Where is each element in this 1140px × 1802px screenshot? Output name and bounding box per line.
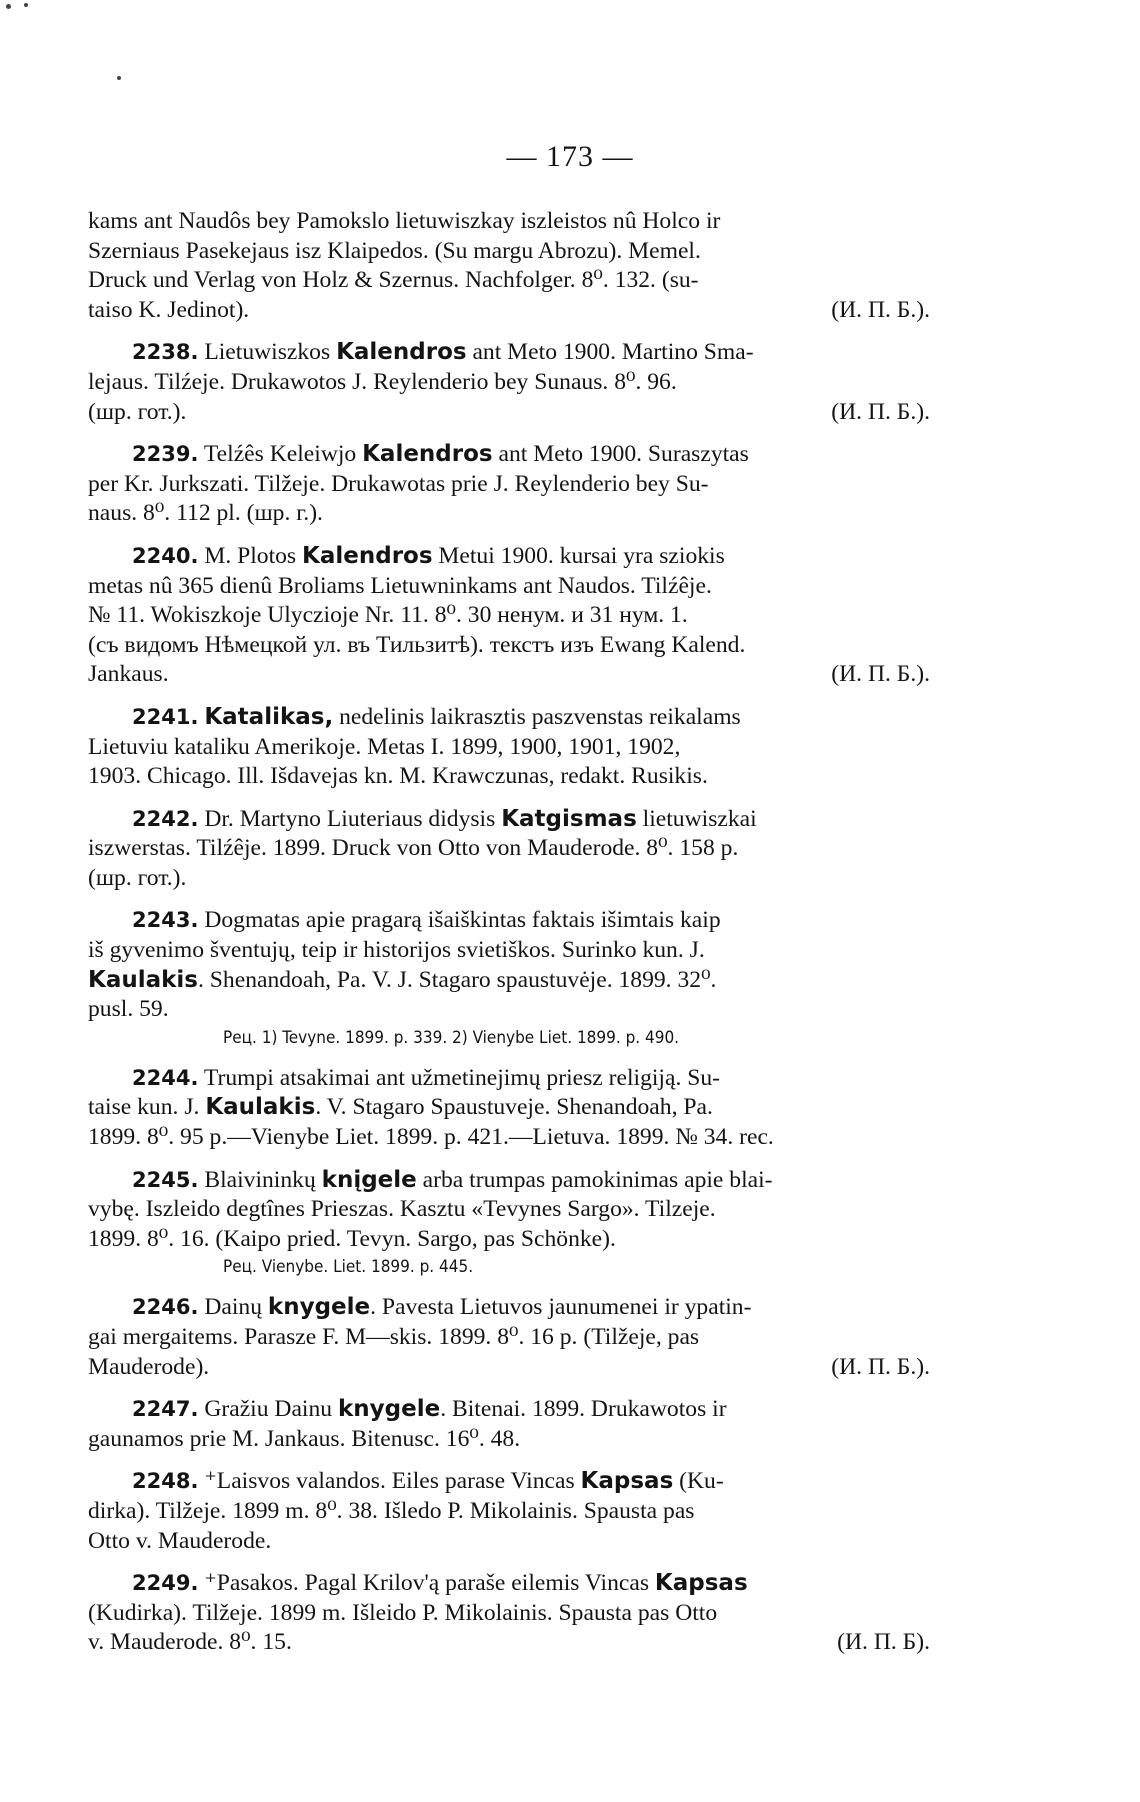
entry-line: 1903. Chicago. Ill. Išdavejas kn. M. Krawczunas, redakt. Rusikis. bbox=[88, 763, 708, 790]
entry-text: taiso K. Jedinot). bbox=[88, 296, 250, 323]
bibliography-entry bbox=[88, 338, 930, 427]
entry-first-line bbox=[88, 338, 930, 368]
entry-line: pusl. 59. bbox=[88, 996, 169, 1023]
bibliography-entry bbox=[88, 542, 930, 690]
entry-keyword: Katgismas bbox=[501, 805, 637, 832]
entry-line bbox=[88, 1353, 930, 1383]
entry-keyword: knįgele bbox=[321, 1166, 417, 1193]
entry-line: vybę. Iszleido degtînes Prieszas. Kasztu «Tevynes Sargo». Tilzeje. bbox=[88, 1196, 716, 1223]
entry-text: Blaivininkų bbox=[198, 1166, 322, 1193]
entry-text: (шр. гот.). bbox=[88, 398, 187, 425]
entry-line: 1899. 8⁰. 95 p.—Vienybe Liet. 1899. p. 421.—Lietuva. 1899. № 34. rec. bbox=[88, 1124, 774, 1151]
library-siglum: (И. П. Б). bbox=[837, 1629, 930, 1656]
entry-first-line bbox=[88, 906, 930, 936]
library-siglum: (И. П. Б.). bbox=[831, 296, 930, 323]
entry-line: Otto v. Mauderode. bbox=[88, 1527, 272, 1554]
bibliography-entry bbox=[88, 1293, 930, 1382]
page-number: — 173 — bbox=[506, 140, 634, 173]
scan-speck bbox=[6, 4, 11, 9]
bibliography-entry bbox=[88, 703, 930, 792]
entry-first-line bbox=[88, 1166, 930, 1196]
bibliography-entries bbox=[88, 207, 930, 1671]
entry-keyword: Kalendros bbox=[336, 339, 467, 366]
entry-line: gai mergaitems. Parasze F. M—skis. 1899. 8⁰. 16 p. (Tilžeje, pas bbox=[88, 1324, 700, 1350]
entry-line: naus. 8⁰. 112 pl. (шр. г.). bbox=[88, 500, 323, 527]
entry-keyword: Kalendros bbox=[362, 441, 493, 468]
entry-text: Dainų bbox=[198, 1294, 268, 1321]
entry-first-line bbox=[88, 1395, 930, 1425]
entry-keyword: Kapsas bbox=[654, 1570, 748, 1597]
entry-text: Dogmatas apie pragarą išaiškintas faktais išimtais kaip bbox=[198, 907, 721, 934]
entry-line: per Kr. Jurkszati. Tilžeje. Drukawotas prie J. Reylenderio bey Su- bbox=[88, 470, 709, 497]
entry-line bbox=[88, 1628, 930, 1658]
entry-line bbox=[88, 296, 930, 326]
entry-number: 2246. bbox=[132, 1295, 199, 1320]
library-siglum: (И. П. Б.). bbox=[831, 398, 930, 425]
bibliography-entry bbox=[88, 1166, 930, 1281]
entry-number: 2242. bbox=[132, 806, 199, 831]
entry-text: . V. Stagaro Spaustuveje. Shenandoah, Pa. bbox=[315, 1094, 713, 1121]
entry-line: (шр. гот.). bbox=[88, 864, 187, 891]
bibliography-entry bbox=[88, 906, 930, 1050]
entry-text: Trumpi atsakimai ant užmetinejimų priesz religiją. Su- bbox=[198, 1064, 721, 1091]
entry-first-line bbox=[88, 703, 930, 733]
entry-line: dirka). Tilžeje. 1899 m. 8⁰. 38. Išledo P. Mikolainis. Spausta pas bbox=[88, 1497, 695, 1524]
entry-line: Druck und Verlag von Holz & Szernus. Nachfolger. 8⁰. 132. (su- bbox=[88, 267, 699, 294]
entry-line: 1899. 8⁰. 16. (Kaipo pried. Tevyn. Sargo, pas Schönke). bbox=[88, 1225, 616, 1252]
entry-text: Gražiu Dainu bbox=[198, 1396, 338, 1423]
entry-text: ant Meto 1900. Suraszytas bbox=[492, 441, 749, 468]
entry-text: v. Mauderode. 8⁰. 15. bbox=[88, 1629, 292, 1656]
entry-first-line bbox=[88, 805, 930, 835]
entry-text: . Bitenai. 1899. Drukawotos ir bbox=[440, 1396, 727, 1423]
scan-speck bbox=[24, 3, 28, 7]
bibliography-entry bbox=[88, 207, 930, 325]
entry-line: (съ видомъ Нѣмецкой ул. въ Тильзитѣ). текстъ изъ Ewang Kalend. bbox=[88, 631, 746, 658]
entry-text: M. Plotos bbox=[198, 542, 303, 569]
entry-keyword: Kaulakis bbox=[205, 1094, 316, 1121]
entry-keyword: knygele bbox=[337, 1396, 441, 1423]
bibliography-entry bbox=[88, 1467, 930, 1556]
entry-number: 2241. bbox=[132, 704, 199, 729]
entry-line: iš gyvenimo šventujų, teip ir historijos svietiškos. Surinko kun. J. bbox=[88, 937, 705, 964]
entry-number: 2248. bbox=[132, 1469, 199, 1494]
entry-keyword: Katalikas, bbox=[204, 703, 334, 730]
entry-line bbox=[88, 660, 930, 690]
entry-text: . Pavesta Lietuvos jaunumenei ir ypatin- bbox=[370, 1294, 752, 1321]
entry-first-line bbox=[88, 1467, 930, 1497]
entry-text: Mauderode). bbox=[88, 1353, 210, 1380]
entry-keyword: Kaulakis bbox=[88, 966, 198, 993]
bibliography-entry bbox=[88, 1569, 930, 1658]
review-reference: Рец. 1) Tevyne. 1899. p. 339. 2) Vienybe Liet. 1899. p. 490. bbox=[223, 1027, 680, 1048]
entry-line: Lietuviu kataliku Amerikoje. Metas I. 1899, 1900, 1901, 1902, bbox=[88, 733, 681, 760]
review-reference: Рец. Vienybe. Liet. 1899. p. 445. bbox=[223, 1257, 474, 1278]
entry-line: metas nû 365 dienû Broliams Lietuwninkams ant Naudos. Tilźêje. bbox=[88, 572, 712, 599]
entry-first-line bbox=[88, 1293, 930, 1323]
entry-first-line bbox=[88, 440, 930, 470]
entry-line: Szerniaus Pasekejaus isz Klaipedos. (Su margu Abrozu). Memel. bbox=[88, 237, 701, 264]
entry-text: Lietuwiszkos bbox=[198, 339, 337, 366]
entry-number: 2249. bbox=[132, 1571, 199, 1596]
entry-number: 2243. bbox=[132, 908, 199, 933]
entry-number: 2247. bbox=[132, 1397, 199, 1422]
entry-keyword: knygele bbox=[267, 1294, 371, 1321]
entry-line: iszwerstas. Tilźêje. 1899. Druck von Otto von Mauderode. 8⁰. 158 p. bbox=[88, 835, 739, 862]
entry-line bbox=[88, 1093, 930, 1123]
entry-text: ⁺Laisvos valandos. Eiles parase Vincas bbox=[198, 1468, 581, 1495]
entry-keyword: Kapsas bbox=[580, 1468, 674, 1495]
entry-first-line bbox=[88, 1064, 930, 1094]
entry-number: 2244. bbox=[132, 1065, 199, 1090]
entry-line bbox=[88, 398, 930, 428]
bibliography-entry bbox=[88, 1395, 930, 1454]
entry-line bbox=[88, 966, 930, 996]
library-siglum: (И. П. Б.). bbox=[831, 1353, 930, 1380]
scan-speck bbox=[117, 76, 121, 80]
entry-line: kams ant Naudôs bey Pamokslo lietuwiszkay iszleistos nû Holco ir bbox=[88, 208, 721, 234]
entry-text: taise kun. J. bbox=[88, 1094, 206, 1121]
entry-number: 2240. bbox=[132, 543, 199, 568]
library-siglum: (И. П. Б.). bbox=[831, 661, 930, 688]
entry-number: 2239. bbox=[132, 442, 199, 467]
entry-text: Metui 1900. kursai yra sziokis bbox=[432, 542, 725, 569]
entry-text: Telźês Keleiwjo bbox=[198, 441, 363, 468]
bibliography-entry bbox=[88, 1064, 930, 1153]
entry-line: (Kudirka). Tilžeje. 1899 m. Išleido P. Mikolainis. Spausta pas Otto bbox=[88, 1599, 718, 1626]
entry-text: nedelinis laikrasztis paszvenstas reikalams bbox=[333, 703, 741, 730]
entry-first-line bbox=[88, 1569, 930, 1599]
entry-number: 2245. bbox=[132, 1167, 199, 1192]
entry-text: (Ku- bbox=[673, 1468, 724, 1495]
entry-line: gaunamos prie M. Jankaus. Bitenusc. 16⁰. 48. bbox=[88, 1425, 521, 1452]
entry-keyword: Kalendros bbox=[302, 542, 433, 569]
entry-text: ⁺Pasakos. Pagal Krilov'ą paraše eilemis Vincas bbox=[198, 1570, 655, 1597]
entry-text: lietuwiszkai bbox=[636, 805, 757, 832]
entry-text: ant Meto 1900. Martino Sma- bbox=[466, 339, 754, 366]
entry-first-line bbox=[88, 542, 930, 572]
entry-text: arba trumpas pamokinimas apie blai- bbox=[416, 1166, 773, 1193]
entry-line: lejaus. Tilźeje. Drukawotos J. Reylenderio bey Sunaus. 8⁰. 96. bbox=[88, 368, 677, 395]
entry-number: 2238. bbox=[132, 340, 199, 365]
entry-text: Jankaus. bbox=[88, 661, 169, 688]
bibliography-entry bbox=[88, 440, 930, 529]
entry-line: № 11. Wokiszkoje Ulyczioje Nr. 11. 8⁰. 30 ненум. и 31 нум. 1. bbox=[88, 602, 688, 629]
entry-text: . Shenandoah, Pa. V. J. Stagaro spaustuvėje. 1899. 32⁰. bbox=[198, 966, 717, 993]
entry-text: Dr. Martyno Liuteriaus didysis bbox=[198, 805, 502, 832]
bibliography-entry bbox=[88, 805, 930, 894]
